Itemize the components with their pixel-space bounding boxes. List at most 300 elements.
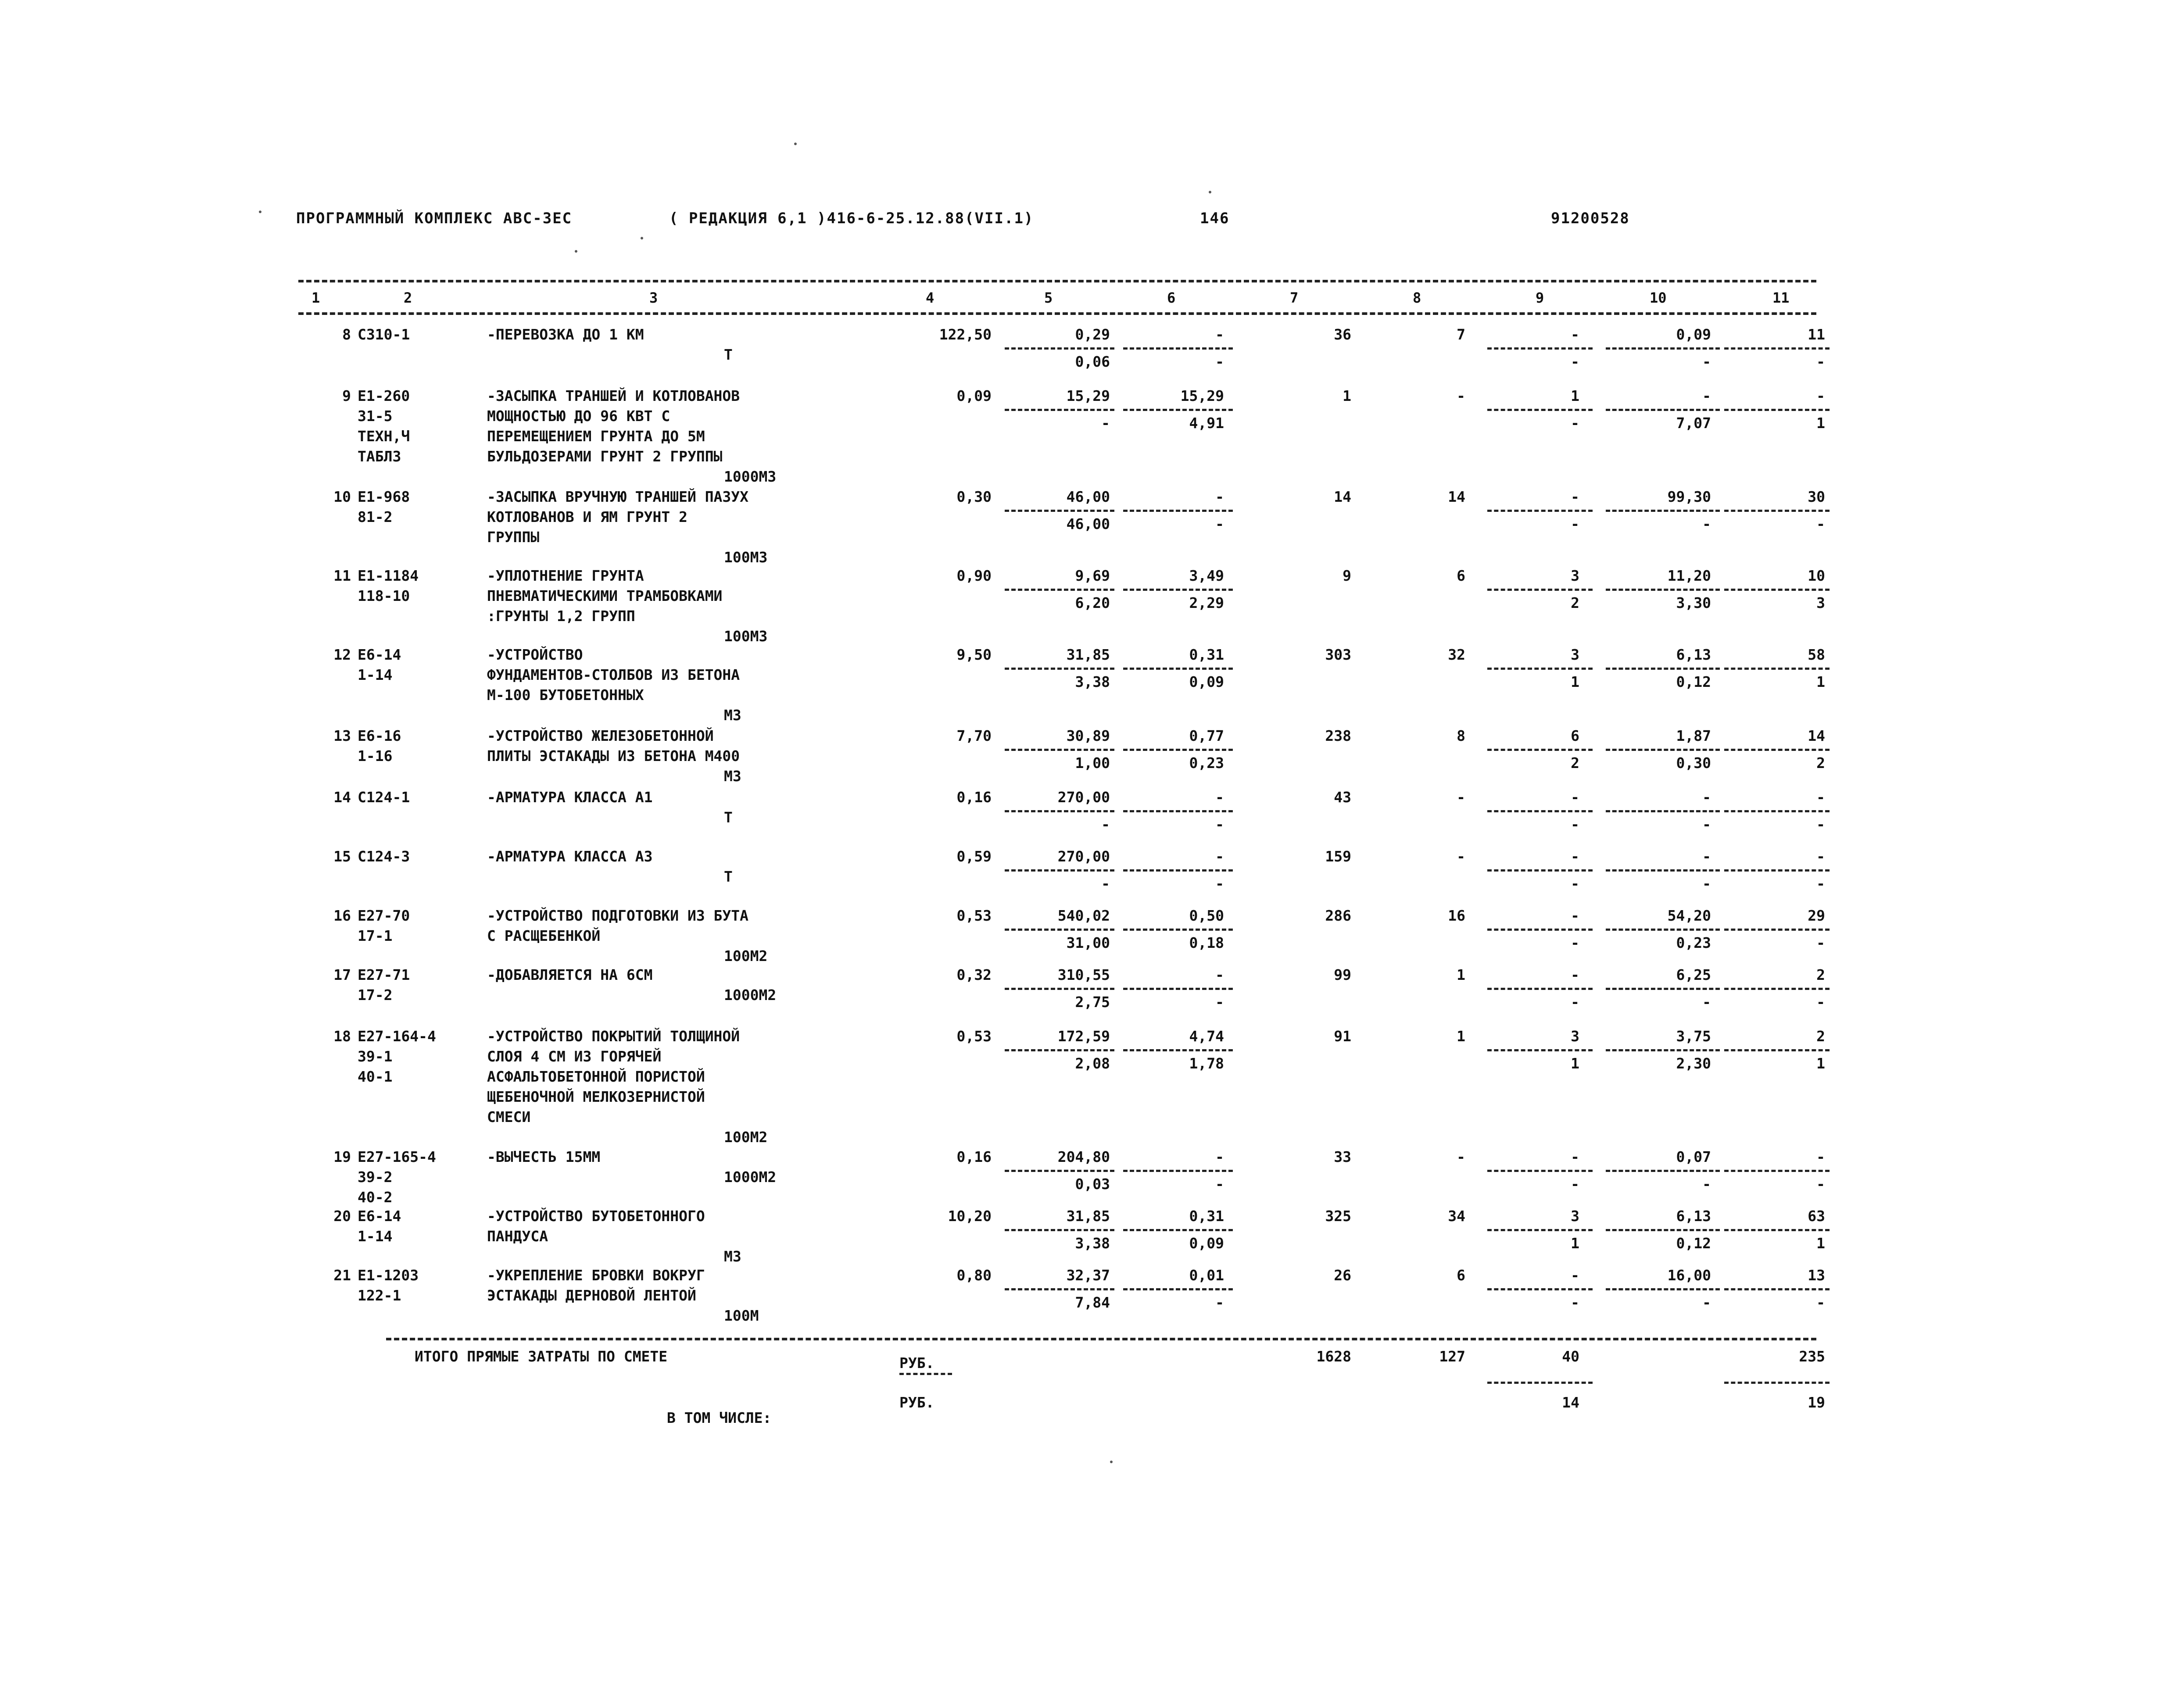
totals-col-11-sub: 19 <box>1808 1394 1825 1411</box>
c5-value: 32,37 <box>1066 1267 1110 1284</box>
work-description: М-100 БУТОБЕТОННЫХ <box>487 686 644 704</box>
norm-code: Е27-165-4 <box>358 1148 436 1165</box>
totals-unit-rule <box>899 1373 952 1375</box>
c11-value: - <box>1816 789 1825 806</box>
c9-rule <box>1487 1288 1593 1290</box>
c10-rule <box>1606 929 1720 931</box>
totals-rule <box>386 1338 1816 1340</box>
c6-sub-value: - <box>1215 816 1224 833</box>
quantity: 7,70 <box>956 727 992 744</box>
col-7-value: 325 <box>1325 1207 1351 1225</box>
c11-value: 14 <box>1808 727 1825 744</box>
c10-value: 99,30 <box>1667 488 1711 505</box>
quantity: 0,30 <box>956 488 992 505</box>
work-description: -УПЛОТНЕНИЕ ГРУНТА <box>487 567 644 584</box>
c6-rule <box>1123 1288 1233 1290</box>
c10-sub-value: - <box>1702 875 1711 892</box>
c6-rule <box>1123 347 1233 350</box>
measure-unit: 1000М3 <box>724 468 777 485</box>
c9-rule <box>1487 869 1593 872</box>
c10-sub-value: 3,30 <box>1676 594 1711 611</box>
c11-value: 63 <box>1808 1207 1825 1225</box>
c11-value: - <box>1816 1148 1825 1165</box>
c5-value: 172,59 <box>1057 1028 1110 1045</box>
c9-rule <box>1487 988 1593 990</box>
work-description: ПЛИТЫ ЭСТАКАДЫ ИЗ БЕТОНА М400 <box>487 747 740 764</box>
c5-value: 0,29 <box>1075 326 1110 343</box>
c6-rule <box>1123 589 1233 591</box>
c10-sub-value: - <box>1702 816 1711 833</box>
c10-rule <box>1606 589 1720 591</box>
c9-value: - <box>1571 789 1579 806</box>
c11-sub-value: 1 <box>1816 1235 1825 1252</box>
c6-value: 0,50 <box>1189 907 1224 924</box>
c6-rule <box>1123 510 1233 512</box>
c5-rule <box>1005 988 1114 990</box>
c9-value: 1 <box>1571 387 1579 404</box>
c11-value: 13 <box>1808 1267 1825 1284</box>
c5-value: 9,69 <box>1075 567 1110 584</box>
row-number: 19 <box>333 1148 351 1165</box>
col-header-10: 10 <box>1650 289 1667 306</box>
quantity: 0,16 <box>956 789 992 806</box>
c6-value: 4,74 <box>1189 1028 1224 1045</box>
c10-value: 54,20 <box>1667 907 1711 924</box>
work-description: -ЗАСЫПКА ВРУЧНУЮ ТРАНШЕЙ ПАЗУХ <box>487 488 749 505</box>
work-description: -УСТРОЙСТВО ПОДГОТОВКИ ИЗ БУТА <box>487 907 749 924</box>
col-8-value: 34 <box>1448 1207 1465 1225</box>
row-number: 9 <box>342 387 351 404</box>
c5-sub-value: 1,00 <box>1075 754 1110 772</box>
c9-rule <box>1487 929 1593 931</box>
c6-sub-value: - <box>1215 993 1224 1011</box>
norm-code: Е1-1203 <box>358 1267 419 1284</box>
measure-unit: 100М <box>724 1307 759 1324</box>
c9-rule <box>1487 347 1593 350</box>
c6-sub-value: - <box>1215 1294 1224 1311</box>
c9-value: 3 <box>1571 1028 1579 1045</box>
c5-value: 30,89 <box>1066 727 1110 744</box>
c6-value: 0,31 <box>1189 646 1224 663</box>
totals-col-11-rule <box>1724 1382 1830 1384</box>
c10-rule <box>1606 1288 1720 1290</box>
col-header-9: 9 <box>1536 289 1544 306</box>
c5-sub-value: 3,38 <box>1075 673 1110 690</box>
c6-value: - <box>1215 789 1224 806</box>
work-description: ПЕРЕМЕЩЕНИЕМ ГРУНТА ДО 5М <box>487 428 705 445</box>
c9-value: - <box>1571 1148 1579 1165</box>
work-description: СМЕСИ <box>487 1108 531 1125</box>
c11-rule <box>1724 1049 1830 1051</box>
c10-rule <box>1606 510 1720 512</box>
measure-unit: 100М2 <box>724 947 768 965</box>
c5-value: 270,00 <box>1057 789 1110 806</box>
col-7-value: 238 <box>1325 727 1351 744</box>
c11-value: - <box>1816 848 1825 865</box>
norm-code: 31-5 <box>358 407 393 425</box>
work-description: ФУНДАМЕНТОВ-СТОЛБОВ ИЗ БЕТОНА <box>487 666 740 683</box>
row-number: 18 <box>333 1028 351 1045</box>
c5-value: 15,29 <box>1066 387 1110 404</box>
work-description: БУЛЬДОЗЕРАМИ ГРУНТ 2 ГРУППЫ <box>487 448 723 465</box>
col-header-4: 4 <box>926 289 934 306</box>
c10-value: - <box>1702 848 1711 865</box>
quantity: 0,80 <box>956 1267 992 1284</box>
totals-col-9-rule <box>1487 1382 1593 1384</box>
c11-sub-value: 1 <box>1816 673 1825 690</box>
col-8-value: 32 <box>1448 646 1465 663</box>
c5-rule <box>1005 869 1114 872</box>
quantity: 0,16 <box>956 1148 992 1165</box>
c11-rule <box>1724 668 1830 670</box>
measure-unit: 100М3 <box>724 549 768 566</box>
c11-sub-value: - <box>1816 993 1825 1011</box>
c10-sub-value: 0,23 <box>1676 934 1711 951</box>
c10-rule <box>1606 1049 1720 1051</box>
c6-value: 15,29 <box>1180 387 1224 404</box>
c10-sub-value: 7,07 <box>1676 414 1711 432</box>
norm-code: 17-1 <box>358 927 393 944</box>
c11-rule <box>1724 810 1830 812</box>
c9-value: - <box>1571 326 1579 343</box>
c11-value: 10 <box>1808 567 1825 584</box>
c9-sub-value: 1 <box>1571 1235 1579 1252</box>
c9-rule <box>1487 510 1593 512</box>
row-number: 17 <box>333 966 351 983</box>
work-description: -УКРЕПЛЕНИЕ БРОВКИ ВОКРУГ <box>487 1267 705 1284</box>
c5-rule <box>1005 409 1114 411</box>
col-8-value: 8 <box>1457 727 1465 744</box>
c6-value: 3,49 <box>1189 567 1224 584</box>
c10-rule <box>1606 988 1720 990</box>
c5-sub-value: 3,38 <box>1075 1235 1110 1252</box>
c11-sub-value: - <box>1816 515 1825 532</box>
norm-code: 40-1 <box>358 1068 393 1085</box>
c5-value: 204,80 <box>1057 1148 1110 1165</box>
c6-value: - <box>1215 326 1224 343</box>
col-7-value: 91 <box>1334 1028 1351 1045</box>
c11-sub-value: - <box>1816 875 1825 892</box>
norm-code: Е27-164-4 <box>358 1028 436 1045</box>
c10-sub-value: 0,12 <box>1676 1235 1711 1252</box>
norm-code: С310-1 <box>358 326 410 343</box>
col-7-value: 286 <box>1325 907 1351 924</box>
document-code: 91200528 <box>1551 210 1630 227</box>
c9-sub-value: - <box>1571 875 1579 892</box>
c6-sub-value: 0,18 <box>1189 934 1224 951</box>
c6-rule <box>1123 409 1233 411</box>
c6-sub-value: - <box>1215 353 1224 370</box>
c11-rule <box>1724 1170 1830 1172</box>
work-description: -УСТРОЙСТВО <box>487 646 583 663</box>
c11-rule <box>1724 347 1830 350</box>
c6-rule <box>1123 668 1233 670</box>
row-number: 21 <box>333 1267 351 1284</box>
c10-value: 6,25 <box>1676 966 1711 983</box>
col-7-value: 33 <box>1334 1148 1351 1165</box>
work-description: -УСТРОЙСТВО ЖЕЛЕЗОБЕТОННОЙ <box>487 727 714 744</box>
c10-sub-value: - <box>1702 353 1711 370</box>
work-description: -УСТРОЙСТВО ПОКРЫТИЙ ТОЛЩИНОЙ <box>487 1028 740 1045</box>
c9-sub-value: - <box>1571 414 1579 432</box>
c9-sub-value: - <box>1571 934 1579 951</box>
c5-sub-value: 46,00 <box>1066 515 1110 532</box>
c6-rule <box>1123 988 1233 990</box>
c11-sub-value: - <box>1816 816 1825 833</box>
totals-label: ИТОГО ПРЯМЫЕ ЗАТРАТЫ ПО СМЕТЕ <box>415 1348 668 1365</box>
col-8-value: - <box>1457 1148 1465 1165</box>
col-8-value: 6 <box>1457 567 1465 584</box>
c6-rule <box>1123 1229 1233 1231</box>
scan-speck <box>575 250 577 253</box>
c6-value: - <box>1215 848 1224 865</box>
measure-unit: 100М2 <box>724 1129 768 1146</box>
c10-sub-value: - <box>1702 993 1711 1011</box>
c11-sub-value: 3 <box>1816 594 1825 611</box>
c6-sub-value: 0,09 <box>1189 1235 1224 1252</box>
row-number: 16 <box>333 907 351 924</box>
c10-rule <box>1606 409 1720 411</box>
col-7-value: 99 <box>1334 966 1351 983</box>
c11-rule <box>1724 589 1830 591</box>
col-8-value: 6 <box>1457 1267 1465 1284</box>
norm-code: С124-1 <box>358 789 410 806</box>
c5-rule <box>1005 1288 1114 1290</box>
c9-rule <box>1487 810 1593 812</box>
c6-rule <box>1123 810 1233 812</box>
c11-value: 2 <box>1816 966 1825 983</box>
c5-sub-value: - <box>1101 875 1110 892</box>
work-description: -АРМАТУРА КЛАССА А3 <box>487 848 653 865</box>
totals-col-9: 40 <box>1562 1348 1579 1365</box>
norm-code: Е1-260 <box>358 387 410 404</box>
c5-sub-value: 7,84 <box>1075 1294 1110 1311</box>
col-8-value: - <box>1457 848 1465 865</box>
measure-unit: М3 <box>724 707 741 724</box>
c6-value: - <box>1215 488 1224 505</box>
col-8-value: - <box>1457 789 1465 806</box>
c6-sub-value: 0,09 <box>1189 673 1224 690</box>
norm-code: 39-2 <box>358 1168 393 1186</box>
work-description: С РАСЩЕБЕНКОЙ <box>487 927 601 944</box>
col-8-value: 1 <box>1457 966 1465 983</box>
c6-sub-value: 2,29 <box>1189 594 1224 611</box>
row-number: 13 <box>333 727 351 744</box>
page-number: 146 <box>1200 210 1230 227</box>
work-description: -ВЫЧЕСТЬ 15ММ <box>487 1148 601 1165</box>
c10-rule <box>1606 668 1720 670</box>
col-7-value: 1 <box>1343 387 1351 404</box>
c6-sub-value: 4,91 <box>1189 414 1224 432</box>
measure-unit: М3 <box>724 768 741 785</box>
c5-rule <box>1005 810 1114 812</box>
col-7-value: 26 <box>1334 1267 1351 1284</box>
col-7-value: 14 <box>1334 488 1351 505</box>
norm-code: 1-14 <box>358 666 393 683</box>
c11-rule <box>1724 409 1830 411</box>
c10-sub-value: - <box>1702 1175 1711 1193</box>
c5-rule <box>1005 668 1114 670</box>
c10-value: 6,13 <box>1676 1207 1711 1225</box>
c9-value: 3 <box>1571 567 1579 584</box>
c5-value: 31,85 <box>1066 1207 1110 1225</box>
c10-sub-value: 0,12 <box>1676 673 1711 690</box>
col-header-8: 8 <box>1413 289 1421 306</box>
norm-code: 17-2 <box>358 986 393 1004</box>
col-header-7: 7 <box>1290 289 1299 306</box>
c11-sub-value: 2 <box>1816 754 1825 772</box>
c9-sub-value: 2 <box>1571 594 1579 611</box>
c11-sub-value: - <box>1816 353 1825 370</box>
c11-rule <box>1724 1288 1830 1290</box>
scan-speck <box>259 211 261 213</box>
norm-code: ТЕХН,Ч <box>358 428 410 445</box>
c5-sub-value: 0,03 <box>1075 1175 1110 1193</box>
c10-sub-value: - <box>1702 1294 1711 1311</box>
c5-value: 270,00 <box>1057 848 1110 865</box>
c6-sub-value: 1,78 <box>1189 1055 1224 1072</box>
c6-rule <box>1123 929 1233 931</box>
row-number: 14 <box>333 789 351 806</box>
col-7-value: 159 <box>1325 848 1351 865</box>
c11-sub-value: 1 <box>1816 414 1825 432</box>
norm-code: ТАБЛ3 <box>358 448 401 465</box>
c9-sub-value: - <box>1571 816 1579 833</box>
c9-sub-value: - <box>1571 353 1579 370</box>
norm-code: 40-2 <box>358 1189 393 1206</box>
work-description: ГРУППЫ <box>487 529 540 546</box>
c9-value: - <box>1571 1267 1579 1284</box>
scan-speck <box>1209 191 1211 193</box>
c10-value: 3,75 <box>1676 1028 1711 1045</box>
c9-sub-value: - <box>1571 1294 1579 1311</box>
c5-rule <box>1005 1229 1114 1231</box>
quantity: 0,53 <box>956 907 992 924</box>
norm-code: 39-1 <box>358 1048 393 1065</box>
col-8-value: 7 <box>1457 326 1465 343</box>
work-description: -ПЕРЕВОЗКА ДО 1 КМ <box>487 326 644 343</box>
c10-value: 0,07 <box>1676 1148 1711 1165</box>
c11-rule <box>1724 1229 1830 1231</box>
c11-value: 11 <box>1808 326 1825 343</box>
col-header-3: 3 <box>649 289 658 306</box>
work-description: КОТЛОВАНОВ И ЯМ ГРУНТ 2 <box>487 508 687 525</box>
c9-value: - <box>1571 488 1579 505</box>
norm-code: Е27-70 <box>358 907 410 924</box>
totals-col-7: 1628 <box>1316 1348 1351 1365</box>
c11-value: 29 <box>1808 907 1825 924</box>
work-description: ПНЕВМАТИЧЕСКИМИ ТРАМБОВКАМИ <box>487 587 723 604</box>
measure-unit: 100М3 <box>724 628 768 645</box>
program-title: ПРОГРАММНЫЙ КОМПЛЕКС АВС-ЗЕС <box>296 210 573 227</box>
quantity: 10,20 <box>948 1207 992 1225</box>
c9-value: - <box>1571 966 1579 983</box>
c9-value: 3 <box>1571 1207 1579 1225</box>
quantity: 0,32 <box>956 966 992 983</box>
c9-rule <box>1487 749 1593 751</box>
c9-sub-value: - <box>1571 1175 1579 1193</box>
c5-sub-value: - <box>1101 414 1110 432</box>
col-header-5: 5 <box>1044 289 1053 306</box>
norm-code: 1-16 <box>358 747 393 764</box>
row-number: 10 <box>333 488 351 505</box>
quantity: 0,53 <box>956 1028 992 1045</box>
c10-rule <box>1606 869 1720 872</box>
c11-rule <box>1724 929 1830 931</box>
quantity: 122,50 <box>939 326 992 343</box>
work-description: -ДОБАВЛЯЕТСЯ НА 6СМ <box>487 966 653 983</box>
c5-sub-value: 2,08 <box>1075 1055 1110 1072</box>
c11-rule <box>1724 749 1830 751</box>
c9-value: 3 <box>1571 646 1579 663</box>
work-description: МОЩНОСТЬЮ ДО 96 КВТ С <box>487 407 670 425</box>
quantity: 0,59 <box>956 848 992 865</box>
work-description: -АРМАТУРА КЛАССА А1 <box>487 789 653 806</box>
row-number: 11 <box>333 567 351 584</box>
work-description: ЭСТАКАДЫ ДЕРНОВОЙ ЛЕНТОЙ <box>487 1287 696 1304</box>
c9-sub-value: - <box>1571 515 1579 532</box>
c6-rule <box>1123 749 1233 751</box>
norm-code: Е27-71 <box>358 966 410 983</box>
norm-code: Е1-968 <box>358 488 410 505</box>
c5-value: 310,55 <box>1057 966 1110 983</box>
c9-value: - <box>1571 907 1579 924</box>
c5-value: 31,85 <box>1066 646 1110 663</box>
c10-sub-value: 0,30 <box>1676 754 1711 772</box>
col-8-value: 16 <box>1448 907 1465 924</box>
c9-sub-value: 1 <box>1571 673 1579 690</box>
c10-value: - <box>1702 789 1711 806</box>
norm-code: С124-3 <box>358 848 410 865</box>
c5-sub-value: 2,75 <box>1075 993 1110 1011</box>
c11-rule <box>1724 869 1830 872</box>
measure-unit: Т <box>724 346 733 363</box>
c9-value: 6 <box>1571 727 1579 744</box>
norm-code: Е6-14 <box>358 646 401 663</box>
c5-rule <box>1005 929 1114 931</box>
c6-value: 0,31 <box>1189 1207 1224 1225</box>
c6-sub-value: - <box>1215 515 1224 532</box>
col-8-value: 14 <box>1448 488 1465 505</box>
c6-value: - <box>1215 966 1224 983</box>
c11-sub-value: - <box>1816 1294 1825 1311</box>
c10-rule <box>1606 1170 1720 1172</box>
including-label: В ТОМ ЧИСЛЕ: <box>667 1409 772 1426</box>
totals-col-8: 127 <box>1439 1348 1465 1365</box>
c10-rule <box>1606 749 1720 751</box>
scan-speck <box>1110 1461 1113 1463</box>
c11-sub-value: 1 <box>1816 1055 1825 1072</box>
measure-unit: Т <box>724 868 733 885</box>
col-header-1: 1 <box>311 289 320 306</box>
row-number: 8 <box>342 326 351 343</box>
measure-unit: 1000М2 <box>724 1168 777 1186</box>
c9-rule <box>1487 409 1593 411</box>
norm-code: Е6-16 <box>358 727 401 744</box>
c11-rule <box>1724 510 1830 512</box>
edition-info: ( РЕДАКЦИЯ 6,1 )416-6-25.12.88(VII.1) <box>669 210 1034 227</box>
measure-unit: 1000М2 <box>724 986 777 1004</box>
c9-rule <box>1487 1170 1593 1172</box>
c6-value: - <box>1215 1148 1224 1165</box>
c10-value: 1,87 <box>1676 727 1711 744</box>
work-description: -ЗАСЫПКА ТРАНШЕЙ И КОТЛОВАНОВ <box>487 387 740 404</box>
c5-sub-value: - <box>1101 816 1110 833</box>
norm-code: Е6-14 <box>358 1207 401 1225</box>
work-description: ПАНДУСА <box>487 1228 548 1245</box>
row-number: 12 <box>333 646 351 663</box>
c6-sub-value: - <box>1215 875 1224 892</box>
